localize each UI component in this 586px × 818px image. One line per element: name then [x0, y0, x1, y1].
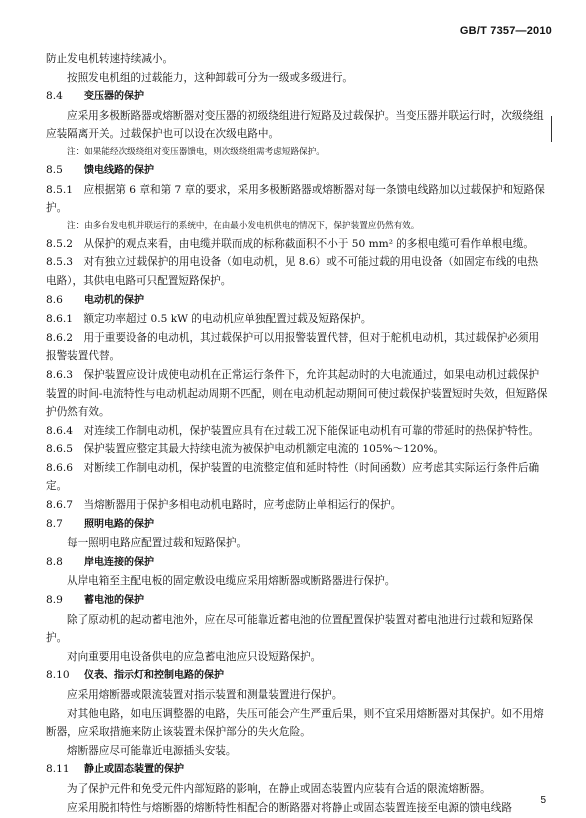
clause-paragraph: 8.5.3 对有独立过载保护的用电设备（如电动机，见 8.6）或不可能过载的用电设备（如固定布线的电热电路），其供电电路可只配置短路保护。: [46, 256, 539, 287]
paragraph: 从岸电箱至主配电板的固定敷设电缆应采用熔断器或断路器进行保护。: [67, 575, 396, 588]
section-title: 照明电路的保护: [84, 518, 154, 530]
clause-paragraph: 8.6.1 额定功率超过 0.5 kW 的电动机应单独配置过载及短路保护。: [46, 313, 372, 326]
paragraph: 对向重要用电设备供电的应急蓄电池应只设短路保护。: [67, 650, 322, 663]
standard-number: GB/T 7357—2010: [459, 25, 552, 37]
section-heading: [46, 553, 548, 573]
section-title: 仪表、指示灯和控制电路的保护: [84, 670, 224, 682]
section-number: 8.8: [46, 555, 63, 568]
section-number: 8.10: [46, 669, 70, 682]
section-title: 静止或固态装置的保护: [84, 764, 184, 776]
paragraph: 应采用多极断路器或熔断器对变压器的初级绕组进行短路及过载保护。当变压器并联运行时，次级绕组应装隔离开关。过载保护也可以设在次级电路中。: [46, 109, 544, 141]
paragraph: 每一照明电路应配置过载和短路保护。: [67, 537, 248, 550]
paragraph: 对其他电路，如电压调整器的电路，失压可能会产生严重后果，则不宜采用熔断器对其保护。如不用熔断器，应采取措施来防止该装置未保护部分的失火危险。: [46, 707, 544, 739]
section-title: 蓄电池的保护: [84, 595, 144, 607]
section-number: 8.11: [46, 763, 70, 776]
clause-paragraph: 8.6.2 用于重要设备的电动机，其过载保护可以用报警装置代替，但对于舵机电动机，其过载保护必须用报警装置代替。: [46, 331, 540, 363]
section-heading: [46, 291, 548, 311]
change-bar: [551, 116, 552, 142]
section-heading: [46, 666, 548, 686]
paragraph: 熔断器应尽可能靠近电源插头安装。: [67, 744, 237, 757]
clause-paragraph: 8.6.3 保护装置应设计成使电动机在正常运行条件下，允许其起动时的大电流通过，如果电动机过载保护装置的时间-电流特性与电动机起动周期不匹配，则在电动机起动期间可使过载保护装置短时失效，但短路保护仍然有效。: [46, 368, 548, 419]
clause-paragraph: 8.5.1 应根据第 6 章和第 7 章的要求，采用多极断路器或熔断器对每一条馈电线路加以过载保护和短路保护。: [46, 183, 545, 215]
section-title: 变压器的保护: [84, 91, 144, 103]
page-number: 5: [540, 795, 546, 806]
clause-paragraph: 8.6.4 对连续工作制电动机，保护装置应具有在过载工况下能保证电动机有可靠的带延时的热保护特性。: [46, 424, 540, 437]
section-number: 8.7: [46, 517, 63, 530]
section-heading: [46, 515, 548, 535]
section-title: 馈电线路的保护: [84, 164, 154, 176]
paragraph: 应采用熔断器或限流装置对指示装置和测量装置进行保护。: [67, 689, 343, 701]
paragraph: 为了保护元件和免受元件内部短路的影响，在静止或固态装置内应装有合适的限流熔断器。: [67, 782, 491, 795]
clause-paragraph: 8.6.6 对断续工作制电动机，保护装置的电流整定值和延时特性（时间函数）应考虑其实际运行条件后确定。: [46, 461, 540, 493]
clause-paragraph: 8.5.2 从保护的观点来看，由电缆并联而成的标称截面积不小于 50 mm² 的多根电缆可看作单根电缆。: [46, 237, 535, 250]
section-number: 8.4: [46, 90, 63, 103]
section-heading: [46, 591, 548, 611]
clause-paragraph: 防止发电机转速持续减小。: [46, 53, 174, 65]
section-number: 8.9: [46, 594, 63, 607]
paragraph: 除了原动机的起动蓄电池外，应在尽可能靠近蓄电池的位置配置保护装置对蓄电池进行过载和短路保护。: [46, 613, 534, 645]
document-body: [46, 50, 548, 817]
section-heading: [46, 87, 548, 107]
note: 注：如果能经次级绕组对变压器馈电，则次级绕组需考虑短路保护。: [67, 146, 325, 157]
clause-paragraph: 8.6.7 当熔断器用于保护多相电动机电路时，应考虑防止单相运行的保护。: [46, 499, 402, 512]
section-number: 8.5: [46, 163, 63, 176]
section-number: 8.6: [46, 293, 63, 306]
section-title: 岸电连接的保护: [84, 556, 154, 568]
section-heading: [46, 161, 548, 181]
note: 注：由多台发电机并联运行的系统中，在由最小发电机供电的情况下，保护装置应仍然有效。: [67, 220, 420, 231]
section-title: 电动机的保护: [84, 294, 144, 306]
paragraph: 按照发电机组的过载能力，这种卸载可分为一级或多级进行。: [67, 71, 354, 84]
paragraph: 应采用脱扣特性与熔断器的熔断特性相配合的断路器对将静止或固态装置连接至电源的馈电线路: [67, 801, 512, 814]
clause-paragraph: 8.6.5 保护装置应整定其最大持续电流为被保护电动机额定电流的 105%～120%。: [46, 443, 445, 456]
section-heading: [46, 760, 548, 780]
